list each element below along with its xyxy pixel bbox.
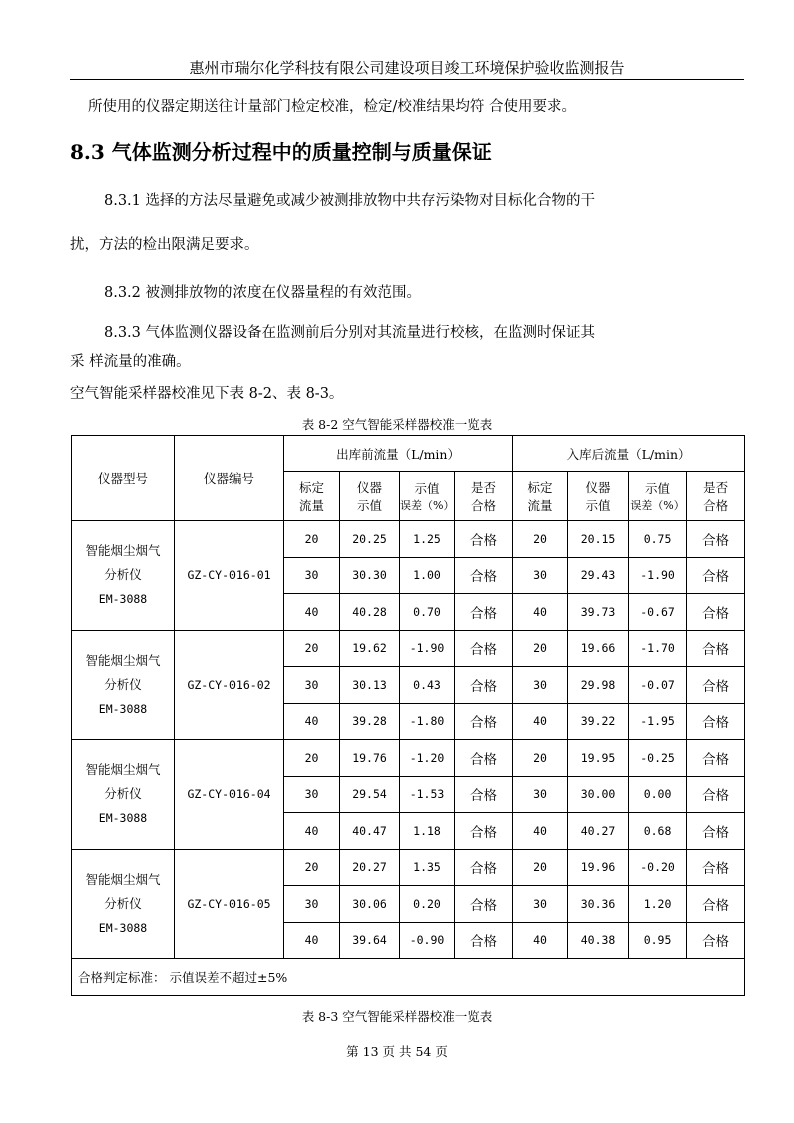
cell: 0.00 [629, 776, 687, 813]
para-8-3-1-line2: 扰，方法的检出限满足要求。 [70, 237, 259, 253]
model-cell: 智能烟尘烟气 分析仪 EM-3088 [72, 740, 175, 850]
cell: 1.35 [400, 849, 455, 886]
header-after: 入库后流量（L/min） [513, 436, 745, 472]
cell: 1.25 [400, 521, 455, 558]
cell: 39.73 [568, 594, 629, 631]
cell: 0.75 [629, 521, 687, 558]
cell: 29.54 [340, 776, 400, 813]
cell: 合格 [687, 667, 745, 704]
cell: 30 [284, 886, 340, 923]
cell: 40 [513, 594, 568, 631]
table-caption: 表 8-2 空气智能采样器校准一览表 [301, 417, 493, 432]
cell: 合格 [455, 557, 513, 594]
cell: 19.76 [340, 740, 400, 777]
cell: 39.22 [568, 703, 629, 740]
model-cell: 智能烟尘烟气 分析仪 EM-3088 [72, 849, 175, 959]
cell: 合格 [455, 813, 513, 850]
cell: 合格 [687, 886, 745, 923]
id-cell: GZ-CY-016-05 [175, 849, 284, 959]
cell: 40.28 [340, 594, 400, 631]
cell: -0.20 [629, 849, 687, 886]
header-id: 仪器编号 [175, 436, 284, 521]
cell: 20.25 [340, 521, 400, 558]
cell: 30 [513, 557, 568, 594]
header-ind: 仪器 示值 [340, 472, 400, 521]
model-cell: 智能烟尘烟气 分析仪 EM-3088 [72, 521, 175, 631]
cell: 20 [284, 521, 340, 558]
table-row [72, 849, 745, 886]
cell: 30 [284, 667, 340, 704]
cell: 合格 [687, 703, 745, 740]
cell: -1.80 [400, 703, 455, 740]
cell: 0.70 [400, 594, 455, 631]
cell: 合格 [455, 776, 513, 813]
cell: -1.53 [400, 776, 455, 813]
cell: 39.64 [340, 922, 400, 959]
cell: 30 [284, 776, 340, 813]
cell: 30.00 [568, 776, 629, 813]
section-title: 8.3 气体监测分析过程中的质量控制与质量保证 [70, 140, 492, 164]
cell: 合格 [455, 521, 513, 558]
para-8-3-3-line1: 8.3.3 气体监测仪器设备在监测前后分别对其流量进行校核，在监测时保证其 [104, 325, 596, 341]
cell: 29.43 [568, 557, 629, 594]
cell: 合格 [687, 630, 745, 667]
header-err: 示值 误差（%） [400, 472, 455, 521]
cell: 19.95 [568, 740, 629, 777]
cell: 合格 [455, 849, 513, 886]
para-8-3-2: 8.3.2 被测排放物的浓度在仪器量程的有效范围。 [104, 285, 422, 301]
cell: -0.25 [629, 740, 687, 777]
cell: 30 [513, 667, 568, 704]
header-before: 出库前流量（L/min） [284, 436, 513, 472]
cell: 30.36 [568, 886, 629, 923]
cell: -0.90 [400, 922, 455, 959]
cell: 20 [513, 849, 568, 886]
id-cell: GZ-CY-016-04 [175, 740, 284, 850]
cell: 合格 [687, 813, 745, 850]
cell: 20 [284, 740, 340, 777]
calibration-table [71, 435, 745, 996]
cell: 30.30 [340, 557, 400, 594]
cell: 20.27 [340, 849, 400, 886]
cell: 合格 [687, 521, 745, 558]
cell: 30 [513, 886, 568, 923]
cell: 合格 [455, 594, 513, 631]
cell: 合格 [687, 557, 745, 594]
cell: 合格 [687, 594, 745, 631]
cell: -0.07 [629, 667, 687, 704]
table2-caption: 表 8-3 空气智能采样器校准一览表 [301, 1009, 493, 1024]
header-std: 标定 流量 [284, 472, 340, 521]
cell: 19.66 [568, 630, 629, 667]
cell: -1.95 [629, 703, 687, 740]
cell: 合格 [455, 703, 513, 740]
cell: -0.67 [629, 594, 687, 631]
cell: 40.27 [568, 813, 629, 850]
cell: 20 [284, 849, 340, 886]
cell: 合格 [455, 630, 513, 667]
cell: 40.47 [340, 813, 400, 850]
cell: 20 [513, 521, 568, 558]
cell: 合格 [455, 667, 513, 704]
cell: 1.00 [400, 557, 455, 594]
cell: 20 [513, 630, 568, 667]
id-cell: GZ-CY-016-02 [175, 630, 284, 740]
cell: 20 [284, 630, 340, 667]
cell: -1.70 [629, 630, 687, 667]
cell: 合格 [687, 849, 745, 886]
cell: 39.28 [340, 703, 400, 740]
cell: 40 [513, 922, 568, 959]
intro-paragraph: 所使用的仪器定期送往计量部门检定校准，检定/校准结果均符 合使用要求。 [88, 99, 576, 115]
cell: 40 [284, 594, 340, 631]
header-pass: 是否 合格 [455, 472, 513, 521]
cell: 29.98 [568, 667, 629, 704]
cell: 0.95 [629, 922, 687, 959]
cell: 0.68 [629, 813, 687, 850]
cell: 0.20 [400, 886, 455, 923]
header-model: 仪器型号 [72, 436, 175, 521]
table-row [72, 521, 745, 558]
cell: 30 [513, 776, 568, 813]
para-8-3-3-line2: 采 样流量的准确。 [70, 354, 191, 370]
page-header: 惠州市瑞尔化学科技有限公司建设项目竣工环境保护验收监测报告 [70, 57, 744, 80]
cell: -1.20 [400, 740, 455, 777]
cell: 40 [284, 922, 340, 959]
cell: -1.90 [629, 557, 687, 594]
cell: 1.20 [629, 886, 687, 923]
pass-criteria: 合格判定标准： 示值误差不超过±5% [72, 959, 745, 996]
table-reference: 空气智能采样器校准见下表 8-2、表 8-3。 [70, 386, 344, 402]
page-number: 第 13 页 共 54 页 [346, 1044, 448, 1059]
cell: 19.96 [568, 849, 629, 886]
cell: 40 [284, 703, 340, 740]
header-ind-after: 仪器 示值 [568, 472, 629, 521]
cell: 40 [513, 813, 568, 850]
cell: 40 [284, 813, 340, 850]
cell: -1.90 [400, 630, 455, 667]
cell: 20 [513, 740, 568, 777]
model-cell: 智能烟尘烟气 分析仪 EM-3088 [72, 630, 175, 740]
cell: 1.18 [400, 813, 455, 850]
para-8-3-1-line1: 8.3.1 选择的方法尽量避免或减少被测排放物中共存污染物对目标化合物的干 [104, 193, 596, 209]
cell: 30.06 [340, 886, 400, 923]
table-row [72, 740, 745, 777]
cell: 40.38 [568, 922, 629, 959]
cell: 30.13 [340, 667, 400, 704]
cell: 合格 [455, 740, 513, 777]
cell: 30 [284, 557, 340, 594]
id-cell: GZ-CY-016-01 [175, 521, 284, 631]
header-err-after: 示值 误差（%） [629, 472, 687, 521]
header-pass-after: 是否 合格 [687, 472, 745, 521]
cell: 20.15 [568, 521, 629, 558]
table-row [72, 630, 745, 667]
cell: 19.62 [340, 630, 400, 667]
cell: 0.43 [400, 667, 455, 704]
cell: 合格 [455, 922, 513, 959]
cell: 合格 [687, 740, 745, 777]
cell: 合格 [455, 886, 513, 923]
cell: 40 [513, 703, 568, 740]
header-std-after: 标定 流量 [513, 472, 568, 521]
cell: 合格 [687, 922, 745, 959]
cell: 合格 [687, 776, 745, 813]
